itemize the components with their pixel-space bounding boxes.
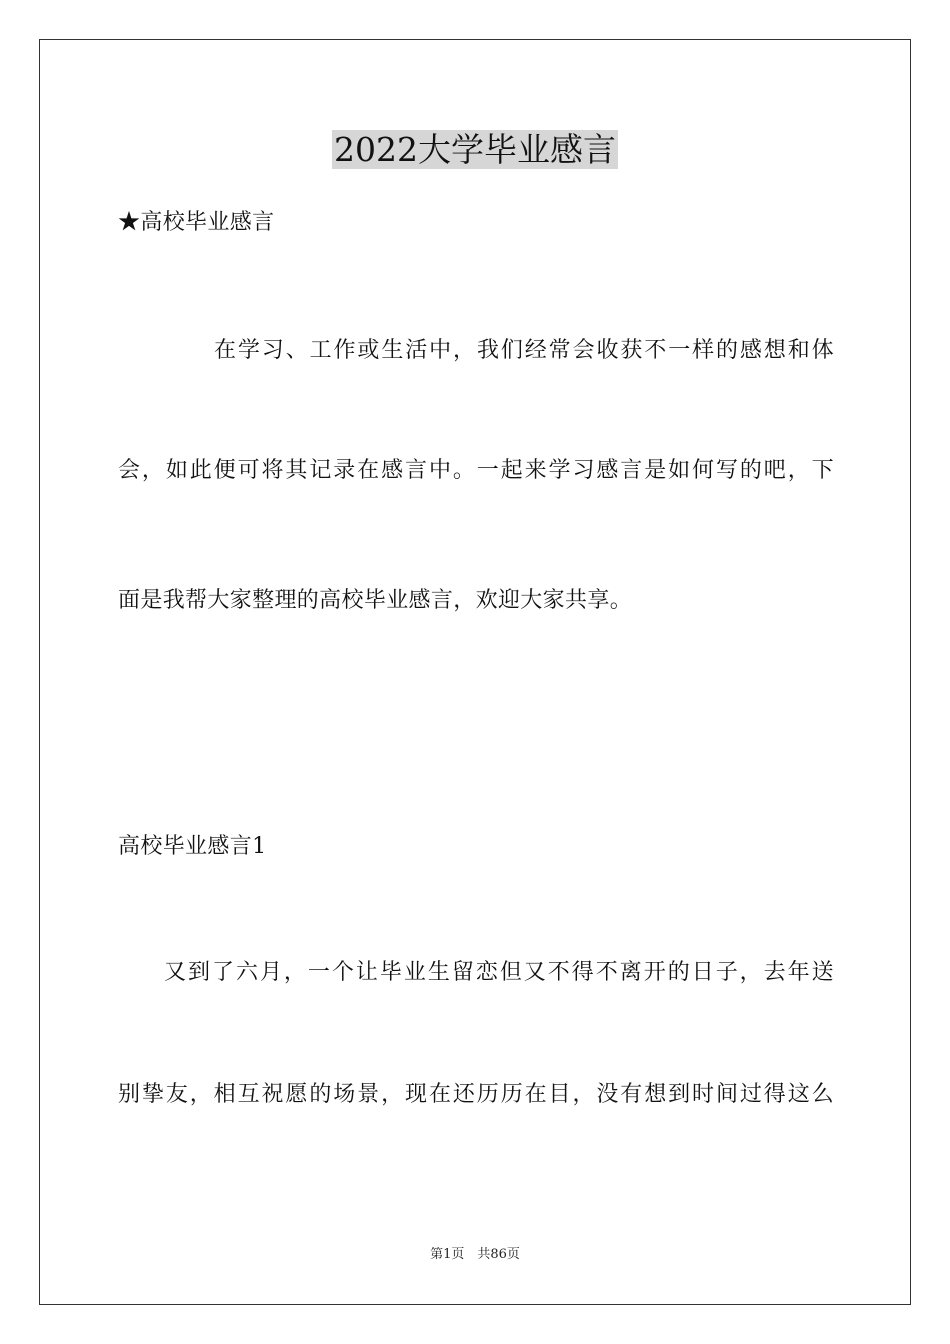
body-line-1: 又到了六月，一个让毕业生留恋但又不得不离开的日子，去年送 xyxy=(164,960,834,985)
intro-line-1: 在学习、工作或生活中，我们经常会收获不一样的感想和体 xyxy=(214,338,834,363)
document-title xyxy=(0,128,950,172)
page-footer: 第1页 共86页 xyxy=(430,1247,520,1262)
document-title-text: 2022大学毕业感言 xyxy=(334,130,616,169)
section-heading: ★高校毕业感言 xyxy=(118,210,275,235)
intro-line-3: 面是我帮大家整理的高校毕业感言，欢迎大家共享。 xyxy=(118,588,633,613)
body-line-2: 别挚友，相互祝愿的场景，现在还历历在目，没有想到时间过得这么 xyxy=(118,1082,834,1107)
subheading: 高校毕业感言1 xyxy=(118,834,267,859)
intro-line-2: 会，如此便可将其记录在感言中。一起来学习感言是如何写的吧，下 xyxy=(118,458,834,483)
